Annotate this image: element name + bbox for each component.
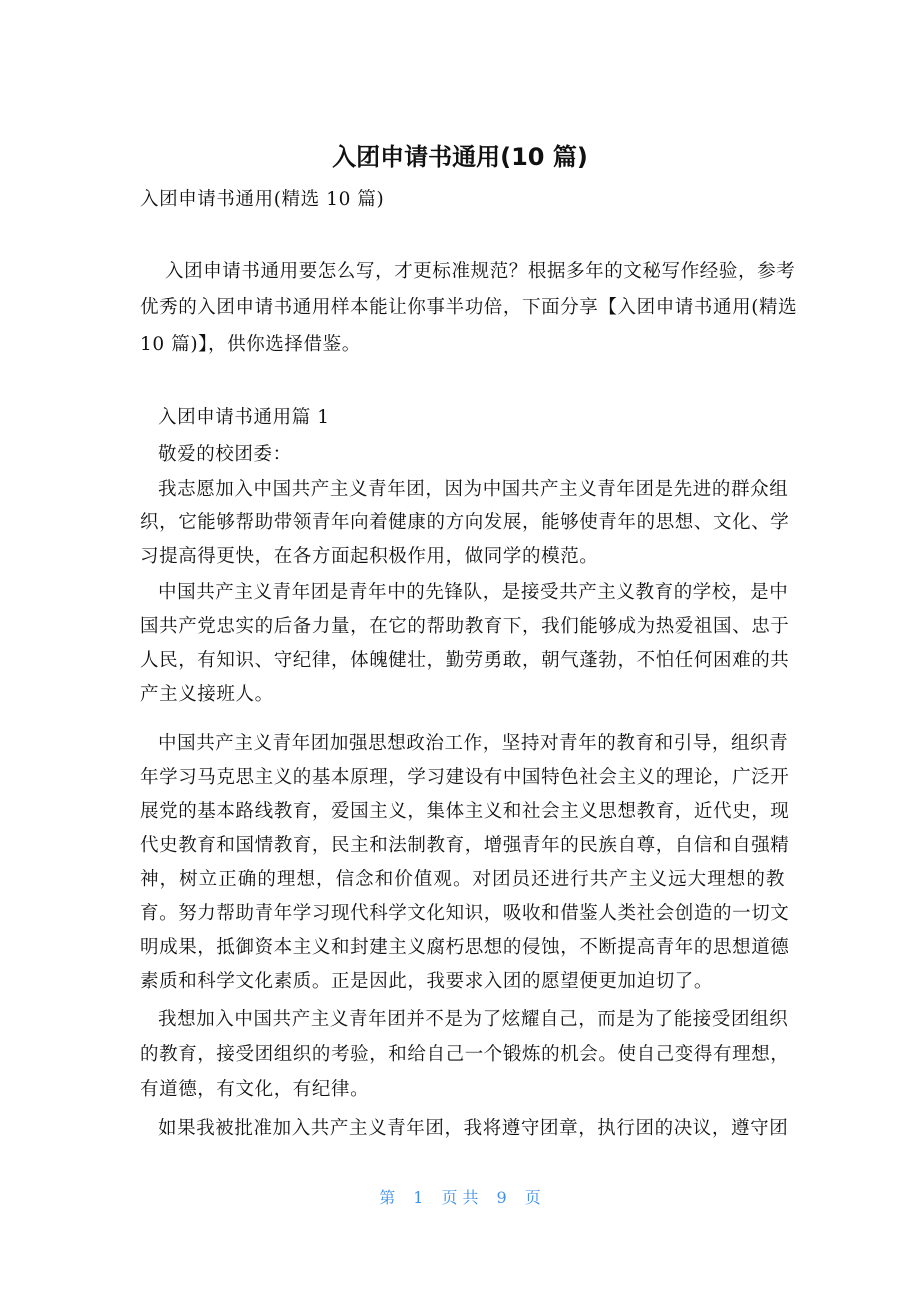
- paragraph-line: 神，树立正确的理想，信念和价值观。对团员还进行共产主义远大理想的教: [140, 869, 785, 890]
- paragraph-line: 素质和科学文化素质。正是因此，我要求入团的愿望便更加迫切了。: [140, 971, 714, 992]
- footer-suffix: 页: [524, 1188, 541, 1207]
- paragraph-line: 展党的基本路线教育，爱国主义，集体主义和社会主义思想教育，近代史，现: [140, 801, 790, 822]
- paragraph-line: 入团申请书通用要怎么写，才更标准规范？根据多年的文秘写作经验，参考: [165, 261, 796, 282]
- paragraph-line: 年学习马克思主义的基本原理，学习建设有中国特色社会主义的理论，广泛开: [140, 767, 790, 788]
- paragraph-line: 中国共产主义青年团加强思想政治工作，坚持对青年的教育和引导，组织青: [158, 733, 789, 754]
- document-subtitle: 入团申请书通用(精选 10 篇): [140, 189, 385, 210]
- paragraph-line: 育。努力帮助青年学习现代科学文化知识，吸收和借鉴人类社会创造的一切文: [140, 903, 790, 924]
- document-title: 入团申请书通用(10 篇): [332, 143, 588, 171]
- paragraph-line: 的教育，接受团组织的考验，和给自己一个锻炼的机会。使自己变得有理想，: [140, 1044, 790, 1065]
- paragraph-line: 习提高得更快，在各方面起积极作用，做同学的模范。: [140, 546, 599, 567]
- paragraph-line: 明成果，抵御资本主义和封建主义腐朽思想的侵蚀，不断提高青年的思想道德: [140, 937, 790, 958]
- page-footer: [0, 1187, 920, 1209]
- current-page: 1: [413, 1188, 424, 1207]
- paragraph-line: 优秀的入团申请书通用样本能让你事半功倍，下面分享【入团申请书通用(精选: [140, 297, 798, 318]
- paragraph-line: 国共产党忠实的后备力量，在它的帮助教育下，我们能够成为热爱祖国、忠于: [140, 616, 790, 637]
- paragraph-line: 织，它能够帮助带领青年向着健康的方向发展，能够使青年的思想、文化、学: [140, 512, 790, 533]
- paragraph-line: 我想加入中国共产主义青年团并不是为了炫耀自己，而是为了能接受团组织: [158, 1009, 789, 1030]
- paragraph-line: 有道德，有文化，有纪律。: [140, 1079, 370, 1100]
- paragraph-line: 我志愿加入中国共产主义青年团，因为中国共产主义青年团是先进的群众组: [158, 479, 789, 500]
- total-pages: 9: [496, 1188, 507, 1207]
- paragraph-line: 产主义接班人。: [140, 684, 274, 705]
- section-heading: 入团申请书通用篇 1: [158, 407, 330, 428]
- paragraph-line: 中国共产主义青年团是青年中的先锋队，是接受共产主义教育的学校，是中: [158, 582, 789, 603]
- paragraph-line: 敬爱的校团委：: [158, 444, 292, 465]
- footer-prefix: 第: [379, 1188, 396, 1207]
- paragraph-line: 代史教育和国情教育，民主和法制教育，增强青年的民族自尊，自信和自强精: [140, 835, 790, 856]
- paragraph-line: 10 篇)】，供你选择借鉴。: [140, 334, 361, 355]
- paragraph-line: 如果我被批准加入共产主义青年团，我将遵守团章，执行团的决议，遵守团: [158, 1118, 789, 1139]
- paragraph-line: 人民，有知识、守纪律，体魄健壮，勤劳勇敢，朝气蓬勃，不怕任何困难的共: [140, 650, 790, 671]
- footer-mid: 页 共: [441, 1188, 479, 1207]
